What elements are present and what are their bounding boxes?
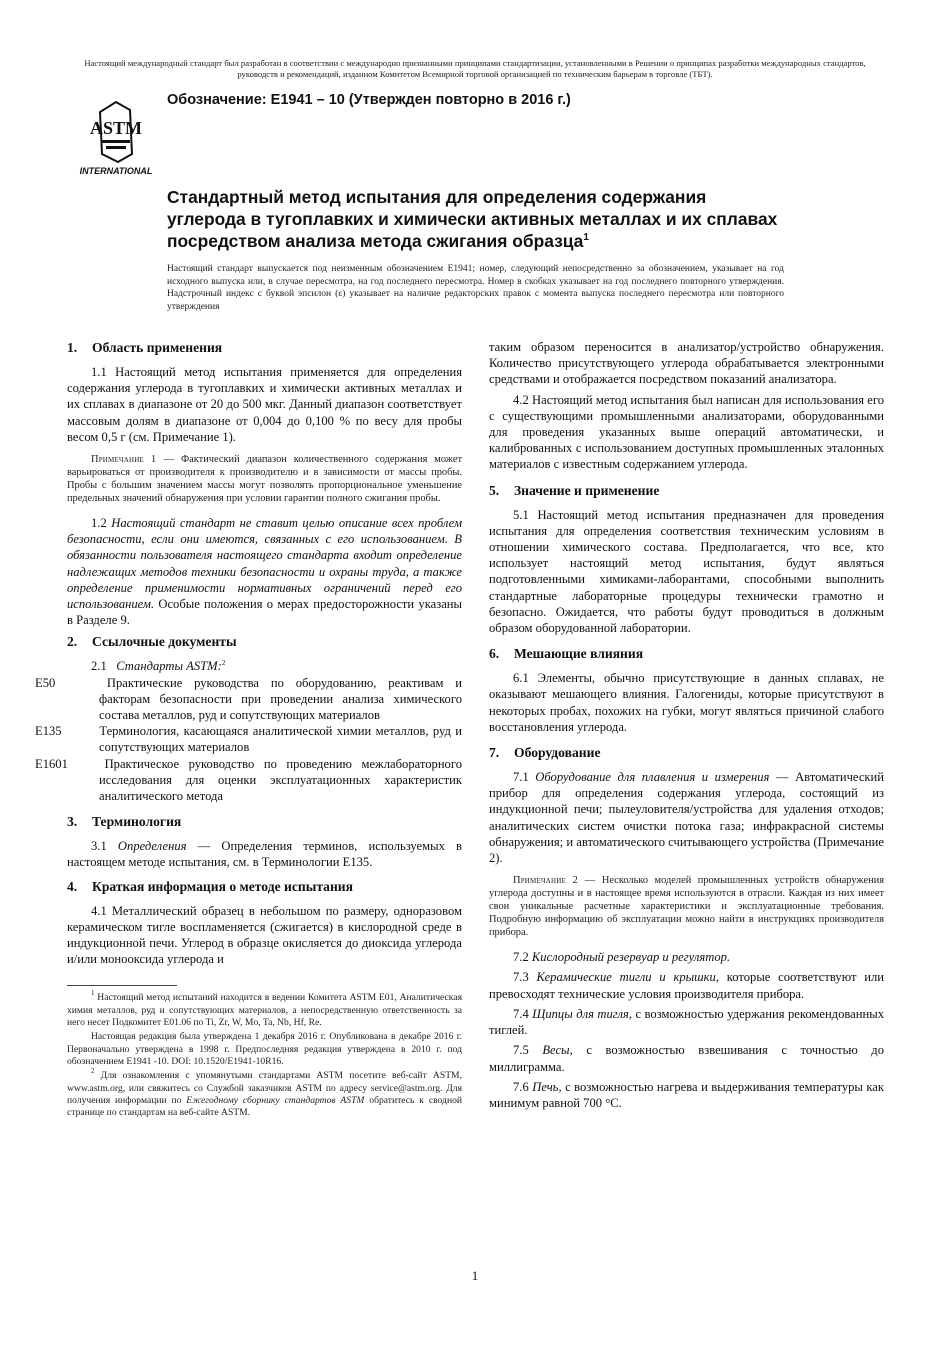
section-title: Мешающие влияния <box>514 646 644 662</box>
section-number: 3. <box>67 814 78 830</box>
paragraph-4-2: 4.2 Настоящий метод испытания был написан для использования его с существующими промышленными анализаторами, оборудованными для проведения указанных выше операций автоматически, и калиброванных с использованием доступных промышленных эталонных материалов с известным содержанием углерода. <box>489 392 884 472</box>
section-title: Краткая информация о методе испытания <box>92 878 353 894</box>
reference-item <box>35 675 463 724</box>
paragraph-text: — Автоматический прибор для определения содержания углерода, состоящий из индукционной печи; пылеуловителя/устройства для удаления отходов; аналитических систем очистки потока газа; инфракрасной системы обнаружения; и автоматического считывающего устройства (Примечание 2). <box>489 770 885 866</box>
paragraph-number: 7.1 <box>513 770 529 785</box>
paragraph-number: 7.2 <box>513 950 529 965</box>
section-title: Область применения <box>92 340 223 355</box>
paragraph-7-4 <box>489 1006 884 1038</box>
footnote-text: Настоящий метод испытаний находится в ведении Комитета ASTM E01, Аналитическая химия металлов, руд и сопутствующих материалов, а непосредственную ответственность за него несет Подкомитет E01.06 по Ti, Zr, W, Mo, Ta, Nb, Hf, Re. <box>67 992 462 1029</box>
paragraph-text: с возможностью взвешивания с точностью до миллиграмма. <box>489 1043 885 1074</box>
preface: Настоящий стандарт выпускается под неизменным обозначением E1941; номер, следующий непосредственно за обозначением, указывает на год исходного выпуска или, в случае пересмотра, на год последнего пересмотра. Номер в скобках указывает на год последнего повторного утверждения. Надстрочный индекс с буквой эпсилон (ε) указывает на наличие редакторских правок с момента выпуска последнего пересмотра или повторного утверждения <box>167 264 784 312</box>
section-3-heading <box>67 812 462 832</box>
note-label: Примечание 1 — <box>91 454 175 466</box>
paragraph-text: Особые положения о мерах предосторожности указаны в Разделе 9. <box>67 597 462 628</box>
reference-code: E135 <box>35 724 62 739</box>
section-4-heading <box>67 877 462 897</box>
section-number: 5. <box>489 482 500 498</box>
section-number: 1. <box>67 340 78 355</box>
section-2-heading <box>67 632 462 652</box>
footnote-marker: 2 <box>91 1067 95 1076</box>
footnote-text: Для ознакомления с упомянутыми стандартами ASTM посетите веб-сайт ASTM, www.astm.org, или свяжитесь со Службой заказчиков ASTM по адресу service@astm.org. Для получения информации по <box>67 1070 462 1106</box>
paragraph-1-1: 1.1 Настоящий метод испытания применяется для определения содержания углерода в тугоплавких и химически активных металлах и их сплавах в диапазоне от 20 до 500 мкг. Данный диапазон соответствует массовым долям в диапазоне от 0,004 до 0,100 % по весу для пробы весом 0,5 г (см. Примечание 1). <box>67 365 462 444</box>
logo-bar <box>106 146 126 149</box>
section-number: 4. <box>67 878 78 894</box>
section-5-heading <box>489 481 884 501</box>
paragraph-text: с возможностью нагрева и выдерживания температуры как минимум равной 700 °C. <box>489 1079 884 1110</box>
paragraph-number: 1.2 <box>91 516 107 531</box>
top-note: Настоящий международный стандарт был разработан в соответствии с международно признанными принципами стандартизации, установленными в Решении о принципах разработки международных стандартов, руководств и рекомендаций, изданном Комитетом Всемирной торговой организацией по техническим барьерам в торговле (ТБТ). <box>84 58 866 79</box>
section-6-heading <box>489 644 884 664</box>
paragraph-2-1 <box>91 658 462 674</box>
paragraph-italic: Оборудование для плавления и измерения <box>535 770 770 785</box>
paragraph-number: 7.4 <box>513 1006 529 1021</box>
section-number: 2. <box>67 634 78 650</box>
title-footnote-marker: 1 <box>583 232 589 243</box>
note-text: Фактический диапазон количественного содержания может варьироваться от производителя к производителю и в зависимости от массы пробы. Пробы с большим значением массы могут позволять пропорциональное уменьшение предельных значений обнаружения при условии гарантии полного сжигания пробы. <box>67 454 462 505</box>
paragraph-1-2 <box>67 515 462 628</box>
section-title: Значение и применение <box>514 482 660 498</box>
section-number: 7. <box>489 745 500 761</box>
paragraph-7-3 <box>489 969 884 1001</box>
paragraph-italic: Весы, <box>542 1043 573 1058</box>
right-column <box>489 339 884 1115</box>
section-title: Оборудование <box>514 745 601 761</box>
paragraph-4-1: 4.1 Металлический образец в небольшом по размеру, одноразовом керамическом тигле воспламеняется (сжигается) в кислородной среде в индукционной печи. Углерод в образце окисляется до диоксида углерода и/или монооксида углерода и <box>67 903 462 967</box>
paragraph-number: 2.1 <box>91 659 107 674</box>
reference-code: E50 <box>35 675 56 690</box>
reference-item <box>35 723 462 755</box>
paragraph-7-6 <box>489 1079 884 1111</box>
paragraph-6-1: 6.1 Элементы, обычно присутствующие в данных сплавах, не оказывают мешающего влияния. Галогениды, которые присутствуют в некоторых пробах, похожих на губки, могут являться причиной слабого восстановления углерода. <box>489 671 884 734</box>
paragraph-4-1-continued: таким образом переносится в анализатор/устройство обнаружения. Количество присутствующего углерода обрабатывается электронными средствами и отображается посредством показаний анализатора. <box>489 340 884 387</box>
section-title: Ссылочные документы <box>92 634 237 650</box>
paragraph-number: 3.1 <box>91 839 107 854</box>
astm-logo <box>72 98 162 178</box>
logo-letters: ASTM <box>89 118 143 138</box>
footnote-1 <box>67 989 462 1029</box>
reference-text: Терминология, касающаяся аналитической химии металлов, руд и сопутствующих материалов <box>99 724 462 755</box>
paragraph-italic: Стандарты ASTM: <box>116 659 222 674</box>
logo-bar <box>102 140 130 143</box>
note-2 <box>489 874 884 939</box>
paragraph-italic: Щипцы для тигля, <box>532 1006 633 1021</box>
paragraph-number: 7.6 <box>513 1079 529 1094</box>
footnote-marker: 1 <box>91 989 95 998</box>
reference-item <box>35 756 463 805</box>
paragraph-italic: Керамические тигли и крышки, <box>536 970 720 985</box>
reference-code: E1601 <box>35 756 68 771</box>
section-number: 6. <box>489 646 500 662</box>
paragraph-7-2 <box>489 949 884 965</box>
paragraph-3-1 <box>67 838 462 870</box>
paragraph-7-5 <box>489 1042 884 1074</box>
reference-text: Практические руководства по оборудованию, реактивам и факторам безопасности при проведении анализа химического состава металлов, руд и сопутствующих материалов <box>99 675 463 723</box>
reference-text: Практическое руководство по проведению межлабораторного исследования для оценки эксплуатационных характеристик аналитического метода <box>99 756 463 804</box>
note-label: Примечание 2 — <box>513 875 596 887</box>
section-7-heading <box>489 743 884 763</box>
designation: Обозначение: E1941 – 10 (Утвержден повторно в 2016 г.) <box>167 92 571 108</box>
footnote-marker: 2 <box>221 659 226 668</box>
paragraph-7-1 <box>489 769 884 866</box>
paragraph-5-1: 5.1 Настоящий метод испытания предназначен для проведения испытания для определения соответствия техническим условиям в отношении химического состава. Предполагается, что все, кто использует настоящий метод испытания, будут являться подготовленными химиками-лаборантами, способными выполнить стандартные лабораторные процедуры технически грамотно и безопасно. Ожидается, что работы будут проводиться в должным образом оборудованной лаборатории. <box>489 507 884 636</box>
footnote-separator <box>67 985 177 986</box>
footnote-italic: Ежегодному сборнику стандартов ASTM <box>186 1094 365 1106</box>
title-text: Стандартный метод испытания для определения содержания углерода в тугоплавких и химически активных металлах и их сплавах посредством анализа метода сжигания образца <box>167 187 778 251</box>
paragraph-italic: Кислородный резервуар и регулятор. <box>531 950 731 965</box>
footnote-2 <box>67 1067 463 1119</box>
left-column <box>35 338 463 1121</box>
paragraph-text: с возможностью удержания рекомендованных тиглей. <box>489 1006 884 1038</box>
page-title <box>167 186 787 252</box>
note-text: Несколько моделей промышленных устройств обнаружения углерода доступны и в настоящее время используются в отрасли. Каждая из них имеет свои уникальные расчетные характеристики и эксплуатационные требования. Подробную информацию об эксплуатации можно найти в инструкциях производителя прибора. <box>489 875 884 939</box>
note-1 <box>67 453 462 505</box>
section-title: Терминология <box>92 814 182 830</box>
paragraph-text: — Определения терминов, используемых в настоящем методе испытания, см. в Терминологии E135. <box>67 839 462 870</box>
paragraph-italic: Определения <box>117 839 187 854</box>
safety-statement: Настоящий стандарт не ставит целью описание всех проблем безопасности, если они имеются, связанных с его использованием. В обязанности пользователя настоящего стандарта входит определение надлежащих методов техники безопасности и охраны труда, а также определение применимости нормативных ограничений перед его использованием. <box>67 516 462 612</box>
footnote-1-continued: Настоящая редакция была утверждена 1 декабря 2016 г. Опубликована в декабре 2016 г. Первоначально утверждена в 1998 г. Предпоследняя редакция утверждена в 2010 г. под обозначением E1941 -10. DOI: 10.1520/E1941-10R16. <box>67 1031 462 1067</box>
paragraph-italic: Печь, <box>532 1079 562 1094</box>
paragraph-text: которые соответствуют или превосходят технические условия производителя прибора. <box>489 970 884 1001</box>
page-number: 1 <box>471 1268 479 1283</box>
paragraph-number: 7.3 <box>513 970 529 985</box>
section-1-heading <box>67 338 462 358</box>
logo-international: INTERNATIONAL <box>79 166 153 176</box>
footnote-text: обратитесь к сводной странице по стандартам на веб-сайте ASTM. <box>67 1094 463 1119</box>
paragraph-number: 7.5 <box>513 1043 529 1058</box>
